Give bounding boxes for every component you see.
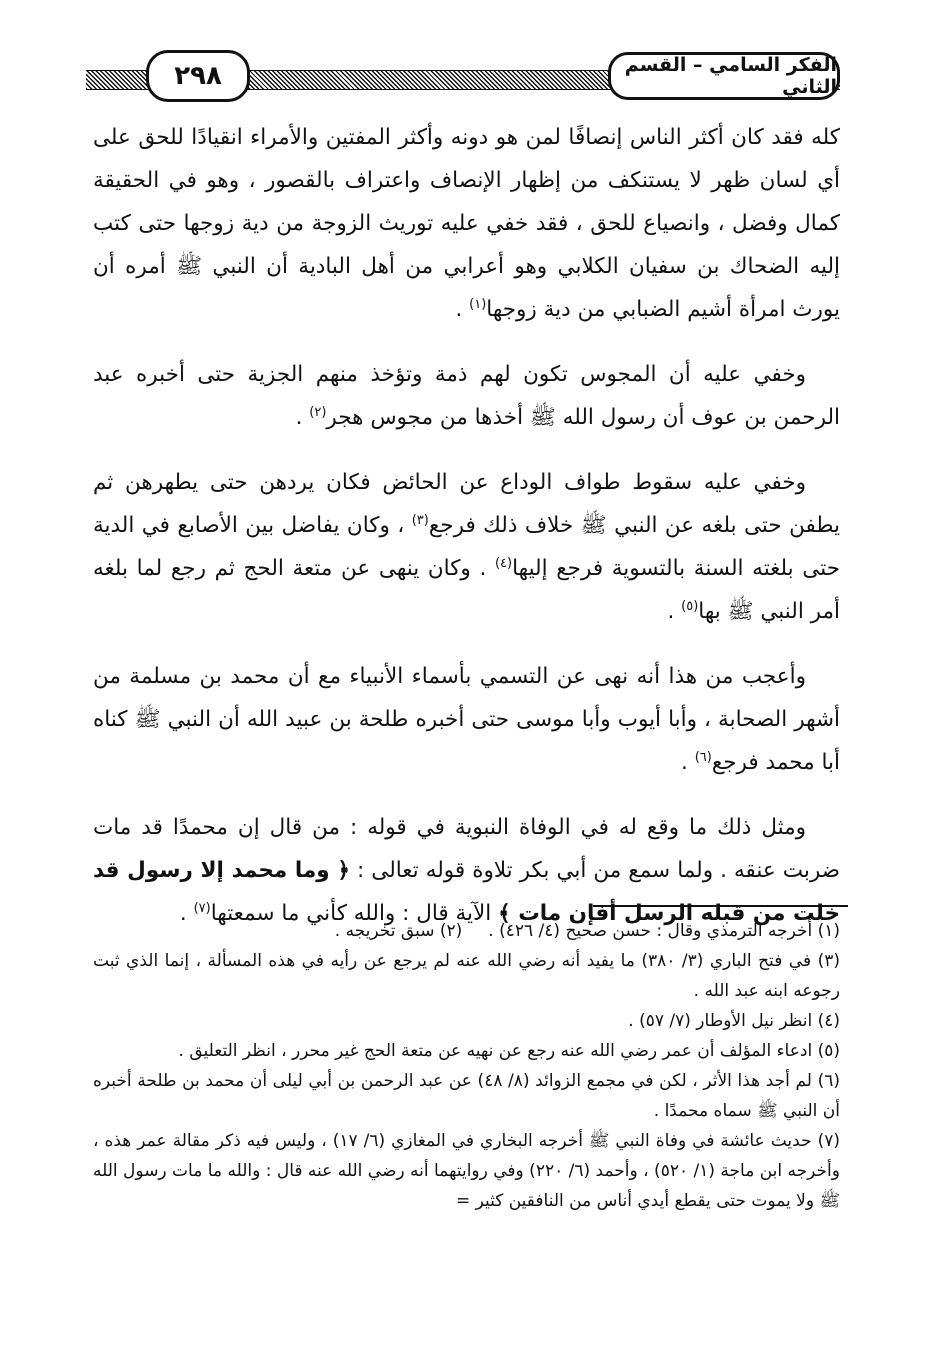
main-text <box>93 116 840 957</box>
footnote-3: (٣) في فتح الباري (٣/ ٣٨٠) ما يفيد أنه رضي الله عنه لم يرجع عن رأيه في هذه المسألة ، إنما الذي ثبت رجوعه ابنه عبد الله . <box>93 951 840 1001</box>
footnote-ref-7: (٧) <box>193 900 211 916</box>
footnote-5: (٥) ادعاء المؤلف أن عمر رضي الله عنه رجع عن نهيه عن متعة الحج غير محرر ، انظر التعليق . <box>178 1041 840 1061</box>
paragraph-5: ومثل ذلك ما وقع له في الوفاة النبوية في قوله : من قال إن محمدًا قد مات ضربت عنقه . ولما سمع من أبي بكر تلاوة قوله تعالى : ﴿ وما محمد إلا رسول قد خلت من قبله الرسل أفإن مات ﴾ الآية قال : والله كأني ما سمعتها$^{(٧)}$ . <box>93 815 840 926</box>
footnote-ref-3: (٣) <box>411 512 429 528</box>
header-title: الفكر السامي – القسم الثاني <box>608 52 840 100</box>
paragraph-3: وخفي عليه سقوط طواف الوداع عن الحائض فكان يردهن حتى يطهرهن ثم يطفن حتى بلغه عن النبي ﷺ خلاف ذلك فرجع$^{(٣)}$ ، وكان يفاضل بين الأصابع في الدية حتى بلغته السنة بالتسوية فرجع إليها$^{(٤)}$ . وكان ينهى عن متعة الحج ثم رجع لما بلغه أمر النبي ﷺ بها$^{(٥)}$ . <box>93 470 841 624</box>
footnote-4: (٤) انظر نيل الأوطار (٧/ ٥٧) . <box>628 1011 840 1031</box>
footnote-ref-4: (٤) <box>494 555 513 571</box>
quran-quote: ﴿ وما محمد إلا رسول قد خلت من قبله الرسل أفإن مات ﴾ <box>93 858 840 926</box>
running-header <box>86 44 840 106</box>
footnote-1: (١) أخرجه الترمذي وقال : حسن صحيح (٤/ ٤٢٦) . <box>488 921 840 941</box>
footnote-ref-1: (١) <box>469 296 487 312</box>
footnote-7: (٧) حديث عائشة في وفاة النبي ﷺ أخرجه البخاري في المغازي (٦/ ١٧) ، وليس فيه ذكر مقالة عمر هذه ، وأخرجه ابن ماجة (١/ ٥٢٠) ، وأحمد (٦/ ٢٢٠) وفي روايتهما أنه رضي الله عنه قال : والله ما مات رسول الله ﷺ ولا يموت حتى يقطع أيدي أناس من النافقين كثير = <box>93 1131 840 1211</box>
paragraph-1: كله فقد كان أكثر الناس إنصافًا لمن هو دونه وأكثر المفتين والأمراء انقيادًا للحق على أي لسان ظهر لا يستنكف من إظهار الإنصاف واعتراف بالقصور ، وهو في الحقيقة كمال وفضل ، وانصياع للحق ، فقد خفي عليه توريث الزوجة من دية زوجها حتى كتب إليه الضحاك بن سفيان الكلابي وهو أعرابي من أهل البادية أن النبي ﷺ أمره أن يورث امرأة أشيم الضبابي من دية زوجها$^{(١)}$ . <box>93 125 840 322</box>
paragraph-4: وأعجب من هذا أنه نهى عن التسمي بأسماء الأنبياء مع أن محمد بن مسلمة من أشهر الصحابة ، وأبا أيوب وأبا موسى حتى أخبره طلحة بن عبيد الله أن النبي ﷺ كناه أبا محمد فرجع$^{(٦)}$ . <box>93 664 840 775</box>
paragraph-2: وخفي عليه أن المجوس تكون لهم ذمة وتؤخذ منهم الجزية حتى أخبره عبد الرحمن بن عوف أن رسول الله ﷺ أخذها من مجوس هجر$^{(٢)}$ . <box>93 362 840 430</box>
footnote-ref-5: (٥) <box>681 598 699 614</box>
footnote-ref-2: (٢) <box>309 404 327 420</box>
page-number: ٢٩٨ <box>146 50 250 102</box>
footnote-2: (٢) سبق تخريجه . <box>334 921 463 941</box>
footnote-6: (٦) لم أجد هذا الأثر ، لكن في مجمع الزوائد (٨/ ٤٨) عن عبد الرحمن بن أبي ليلى أن محمد بن طلحة أخبره أن النبي ﷺ سماه محمدًا . <box>93 1071 840 1121</box>
footnote-ref-6: (٦) <box>694 749 712 765</box>
footnote-row-1-2 <box>93 916 840 946</box>
footnotes <box>93 916 840 1216</box>
footnote-separator <box>593 905 848 907</box>
